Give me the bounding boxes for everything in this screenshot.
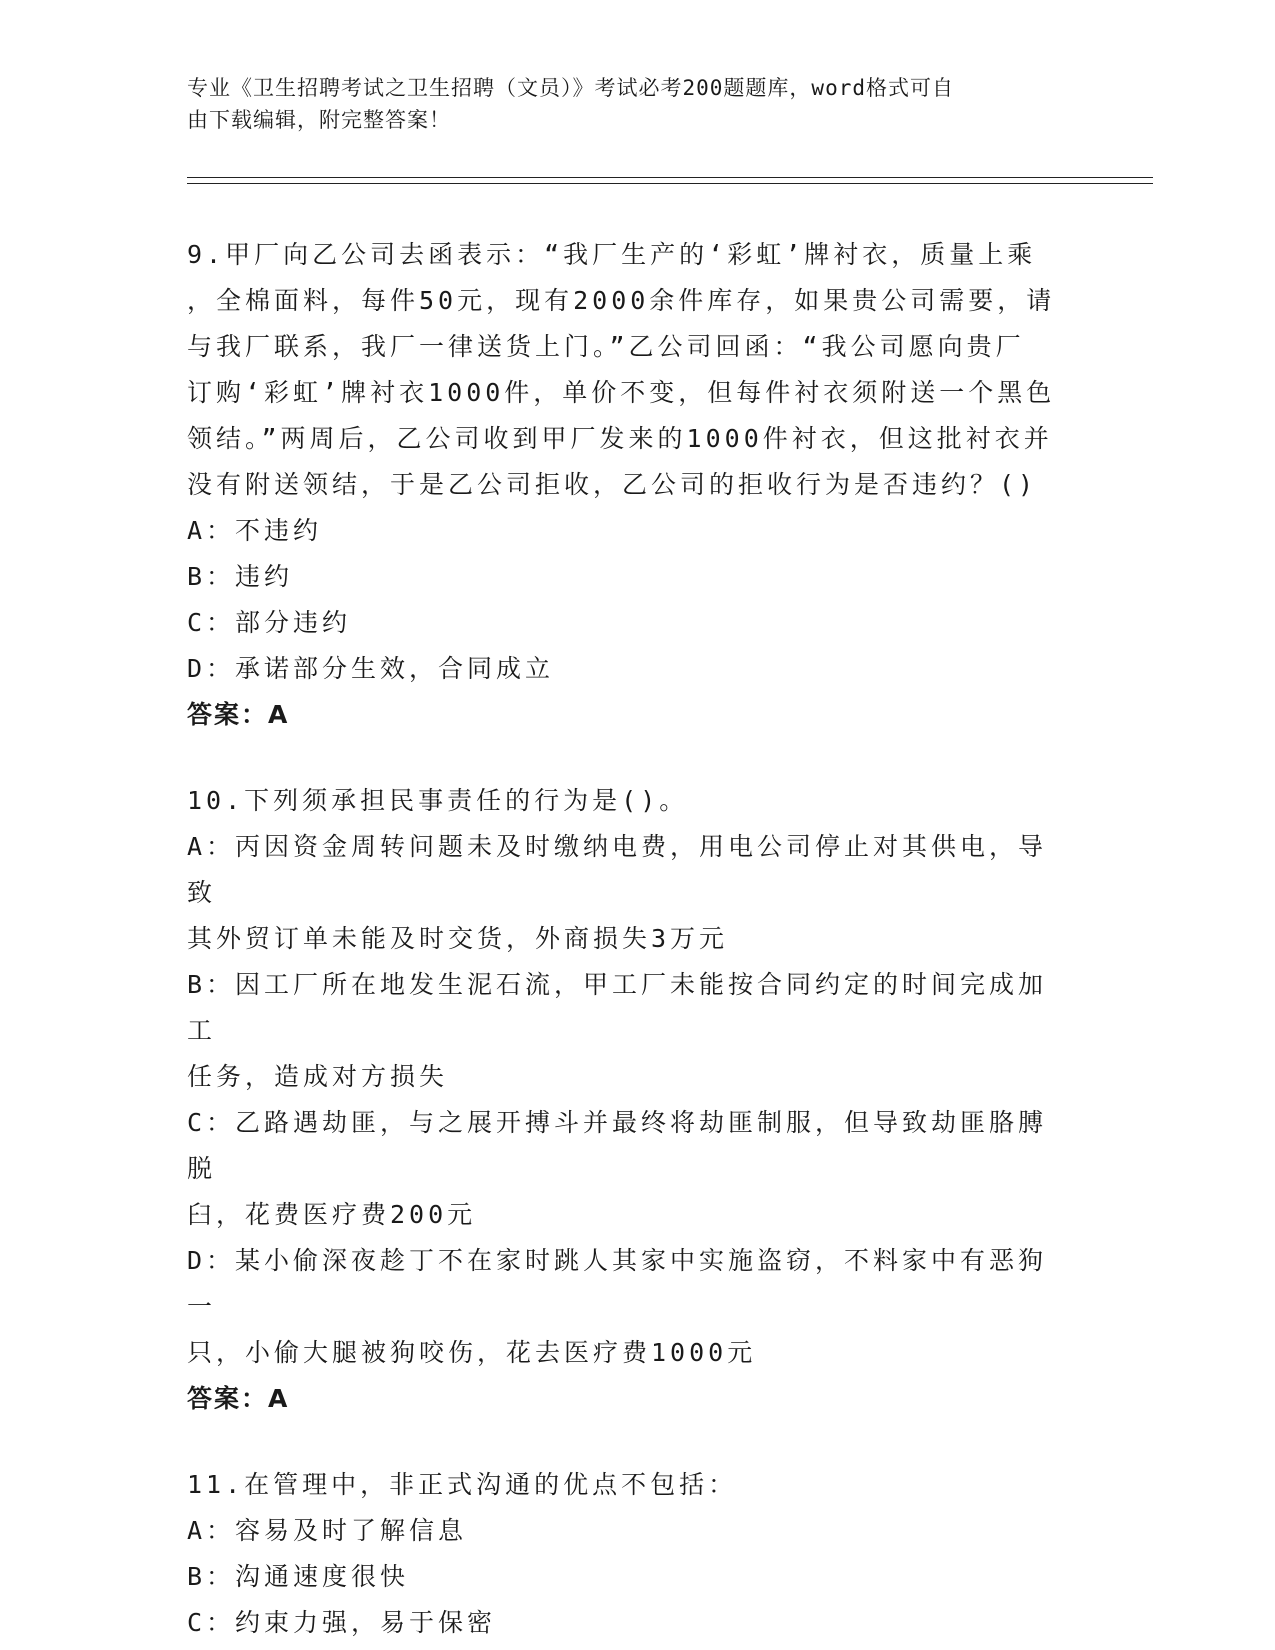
option-c: C：部分违约 xyxy=(187,608,352,637)
option-d xyxy=(187,1238,1067,1376)
question-line: 没有附送领结，于是乙公司拒收，乙公司的拒收行为是否违约？() xyxy=(187,470,1038,499)
option-d: D：承诺部分生效，合同成立 xyxy=(187,654,555,683)
spacer xyxy=(187,738,1067,778)
question-line: 领结。”两周后，乙公司收到甲厂发来的1000件衬衣，但这批衬衣并 xyxy=(187,424,1053,453)
answer-line: 答案：A xyxy=(187,1384,290,1413)
question-line: 订购‘彩虹’牌衬衣1000件，单价不变，但每件衬衣须附送一个黑色 xyxy=(187,378,1056,407)
option-c: C：约束力强，易于保密 xyxy=(187,1608,497,1637)
header-rule-bottom xyxy=(187,183,1153,184)
option-a: A：不违约 xyxy=(187,516,323,545)
option-line: 臼，花费医疗费200元 xyxy=(187,1200,477,1229)
option-line: A：丙因资金周转问题未及时缴纳电费，用电公司停止对其供电，导致 xyxy=(187,832,1048,907)
answer-line: 答案：A xyxy=(187,700,290,729)
question-line: ，全棉面料，每件50元，现有2000余件库存，如果贵公司需要，请 xyxy=(187,286,1056,315)
question-9 xyxy=(187,232,1067,738)
option-b: B：沟通速度很快 xyxy=(187,1562,410,1591)
option-a xyxy=(187,824,1067,962)
option-b xyxy=(187,962,1067,1100)
option-line: D：某小偷深夜趁丁不在家时跳人其家中实施盗窃，不料家中有恶狗一 xyxy=(187,1246,1048,1321)
option-line: 其外贸订单未能及时交货，外商损失3万元 xyxy=(187,924,729,953)
question-text: 10.下列须承担民事责任的行为是()。 xyxy=(187,786,689,815)
question-text: 11.在管理中，非正式沟通的优点不包括： xyxy=(187,1470,738,1499)
header-rule-top xyxy=(187,177,1153,178)
option-c xyxy=(187,1100,1067,1238)
header-line-2: 由下载编辑，附完整答案！ xyxy=(187,108,451,132)
question-11 xyxy=(187,1462,1067,1646)
document-header xyxy=(187,72,1067,136)
option-line: 任务，造成对方损失 xyxy=(187,1062,449,1091)
question-line: 与我厂联系，我厂一律送货上门。”乙公司回函：“我公司愿向贵厂 xyxy=(187,332,1025,361)
option-a: A：容易及时了解信息 xyxy=(187,1516,468,1545)
spacer xyxy=(187,1422,1067,1462)
option-line: C：乙路遇劫匪，与之展开搏斗并最终将劫匪制服，但导致劫匪胳膊脱 xyxy=(187,1108,1048,1183)
question-text xyxy=(187,232,1067,508)
question-line: 9.甲厂向乙公司去函表示：“我厂生产的‘彩虹’牌衬衣，质量上乘 xyxy=(187,240,1037,269)
question-10 xyxy=(187,778,1067,1422)
option-line: B：因工厂所在地发生泥石流，甲工厂未能按合同约定的时间完成加工 xyxy=(187,970,1048,1045)
option-b: B：违约 xyxy=(187,562,294,591)
question-list xyxy=(187,232,1067,1646)
header-line-1: 专业《卫生招聘考试之卫生招聘（文员）》考试必考200题题库，word格式可自 xyxy=(187,76,954,100)
option-line: 只，小偷大腿被狗咬伤，花去医疗费1000元 xyxy=(187,1338,757,1367)
